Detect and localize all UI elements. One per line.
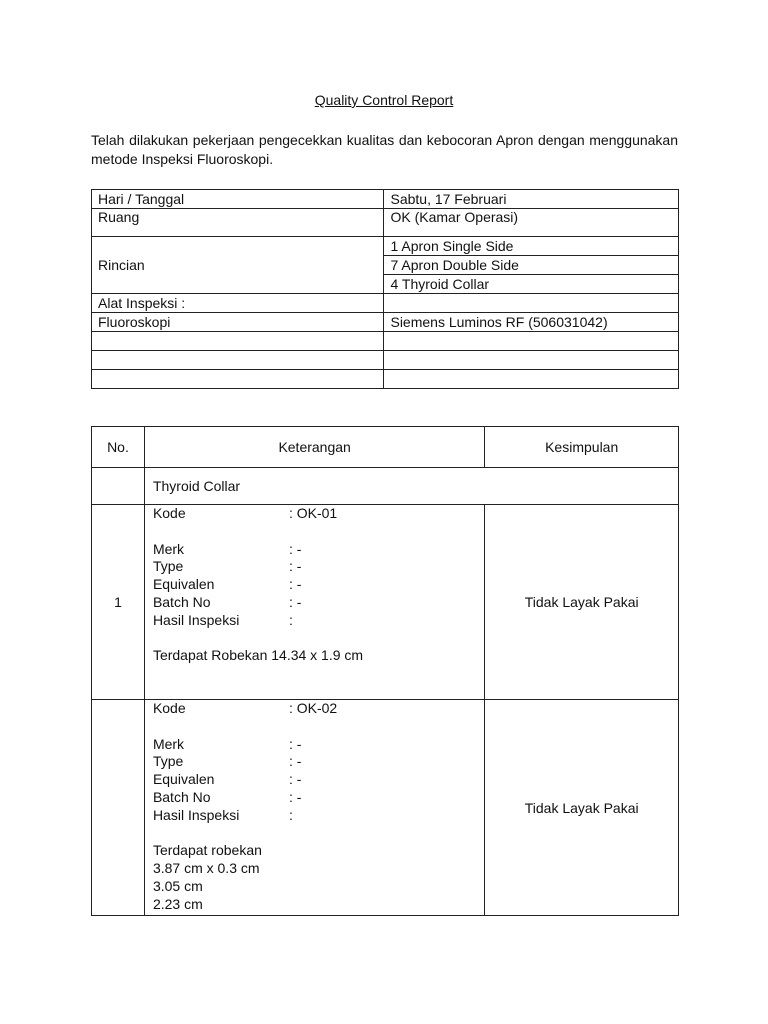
field-batch: [153, 594, 484, 612]
rincian-item: 4 Thyroid Collar: [384, 275, 679, 294]
info-row-ruang: [92, 209, 679, 237]
row-keterangan: [144, 505, 484, 700]
inspection-note: 2.23 cm: [152, 895, 203, 912]
row-kesimpulan: Tidak Layak Pakai: [485, 700, 679, 916]
empty-cell: [384, 370, 679, 389]
fluoro-value: Siemens Luminos RF (506031042): [384, 313, 679, 332]
empty-cell: [384, 351, 679, 370]
report-title: [0, 92, 768, 108]
field-type: [153, 558, 484, 576]
inspection-note: 3.87 cm x 0.3 cm: [152, 860, 260, 877]
field-label: Batch No: [152, 788, 211, 805]
empty-cell: [92, 332, 384, 351]
info-row-fluoro: [92, 313, 679, 332]
field-label: Type: [152, 558, 184, 575]
field-value: : -: [288, 558, 302, 575]
hari-label: Hari / Tanggal: [92, 190, 384, 209]
info-row-hari: [92, 190, 679, 209]
ruang-label: Ruang: [92, 209, 384, 237]
field-label: Merk: [152, 540, 185, 557]
field-value: : -: [288, 576, 302, 593]
field-equivalen: [153, 576, 484, 594]
field-kode: [153, 505, 484, 523]
field-label: Hasil Inspeksi: [152, 611, 240, 628]
field-label: Type: [152, 753, 184, 770]
field-value: : -: [288, 735, 302, 752]
field-kode: [153, 700, 484, 718]
report-title-text: Quality Control Report: [314, 92, 454, 108]
ruang-value: OK (Kamar Operasi): [384, 209, 679, 237]
table-header-row: [92, 427, 679, 468]
field-label: Hasil Inspeksi: [152, 806, 240, 823]
row-no: 1: [92, 505, 145, 700]
table-row: [92, 700, 679, 916]
field-hasil: [153, 612, 484, 630]
row-keterangan: [144, 700, 484, 916]
field-hasil: [153, 807, 484, 825]
field-merk: [153, 736, 484, 754]
row-no: [92, 700, 145, 916]
field-label: Kode: [152, 700, 186, 716]
header-kesimpulan: Kesimpulan: [485, 427, 679, 468]
alat-value: [384, 294, 679, 313]
row-kesimpulan: Tidak Layak Pakai: [485, 505, 679, 700]
empty-cell: [92, 370, 384, 389]
info-row-alat: [92, 294, 679, 313]
field-value: : -: [288, 593, 302, 610]
field-value: : -: [288, 771, 302, 788]
header-keterangan: Keterangan: [144, 427, 484, 468]
inspection-table: [91, 426, 679, 916]
field-value: : OK-02: [288, 700, 338, 716]
inspection-note: 3.05 cm: [152, 877, 203, 894]
intro-paragraph: Telah dilakukan pekerjaan pengecekkan kualitas dan kebocoran Apron dengan menggunakan metode Inspeksi Fluoroskopi.: [91, 132, 678, 167]
alat-label: Alat Inspeksi :: [92, 294, 384, 313]
info-table: [91, 189, 679, 389]
rincian-label: Rincian: [92, 237, 384, 294]
section-no-cell: [92, 468, 145, 505]
field-batch: [153, 789, 484, 807]
section-row: [92, 468, 679, 505]
field-label: Equivalen: [152, 576, 215, 593]
field-value: :: [288, 611, 293, 628]
info-row-empty: [92, 370, 679, 389]
inspection-note: Terdapat Robekan 14.34 x 1.9 cm: [152, 647, 364, 664]
field-label: Equivalen: [152, 771, 215, 788]
section-label: Thyroid Collar: [144, 468, 678, 505]
info-row-empty: [92, 351, 679, 370]
hari-value: Sabtu, 17 Februari: [384, 190, 679, 209]
field-value: :: [288, 806, 293, 823]
field-label: Merk: [152, 735, 185, 752]
inspection-note: Terdapat robekan: [152, 842, 262, 859]
table-row: [92, 505, 679, 700]
info-row-empty: [92, 332, 679, 351]
info-row-rincian-1: [92, 237, 679, 256]
field-merk: [153, 541, 484, 559]
field-label: Kode: [152, 505, 186, 521]
field-equivalen: [153, 771, 484, 789]
rincian-item: 1 Apron Single Side: [384, 237, 679, 256]
rincian-item: 7 Apron Double Side: [384, 256, 679, 275]
fluoro-label: Fluoroskopi: [92, 313, 384, 332]
header-no: No.: [92, 427, 145, 468]
field-value: : OK-01: [288, 505, 338, 521]
field-label: Batch No: [152, 593, 211, 610]
empty-cell: [384, 332, 679, 351]
field-type: [153, 753, 484, 771]
empty-cell: [92, 351, 384, 370]
field-value: : -: [288, 540, 302, 557]
field-value: : -: [288, 753, 302, 770]
field-value: : -: [288, 788, 302, 805]
